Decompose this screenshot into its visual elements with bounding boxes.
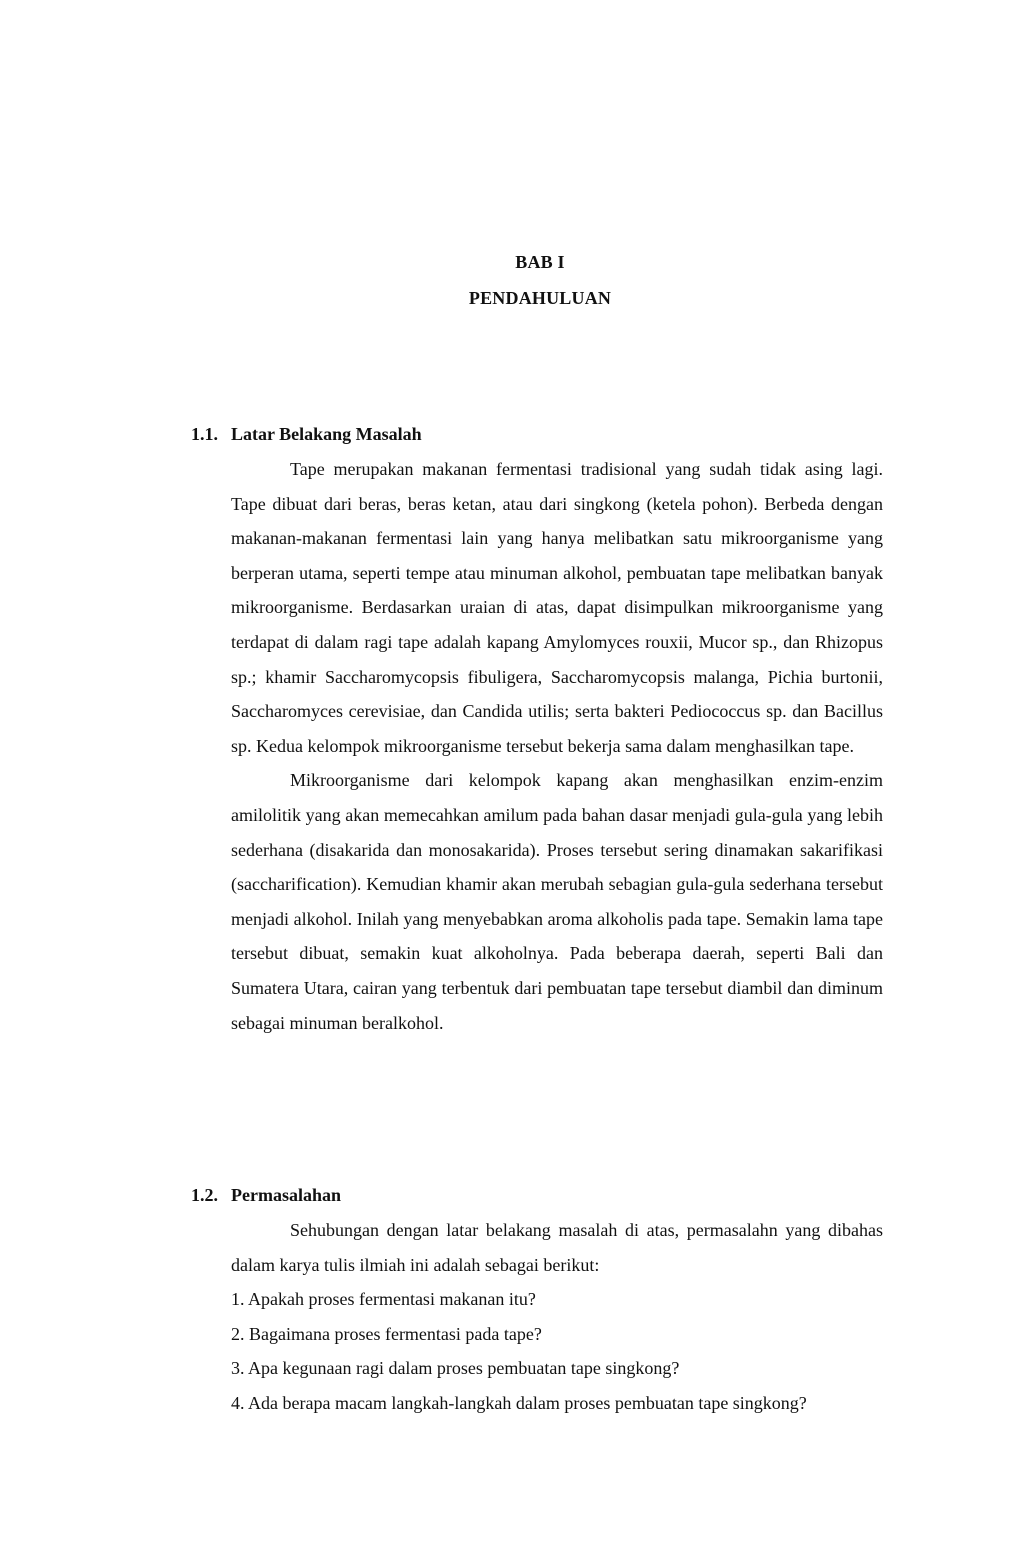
section-body <box>231 1213 883 1421</box>
chapter-label: BAB I <box>515 252 565 272</box>
list-item: 1. Apakah proses fermentasi makanan itu? <box>231 1289 536 1310</box>
section-permasalahan <box>191 1177 883 1421</box>
section-heading <box>191 416 883 452</box>
section-title: Permasalahan <box>231 1185 341 1205</box>
chapter-title: PENDAHULUAN <box>468 288 612 308</box>
chapter-header <box>195 244 885 316</box>
list-item: 4. Ada berapa macam langkah-langkah dalam proses pembuatan tape singkong? <box>231 1392 807 1413</box>
section-title: Latar Belakang Masalah <box>231 424 422 444</box>
section-number: 1.1. <box>191 424 218 444</box>
section-number: 1.2. <box>191 1185 218 1205</box>
section-heading <box>191 1177 883 1213</box>
section-body <box>231 452 883 1040</box>
list-item: 3. Apa kegunaan ragi dalam proses pembuatan tape singkong? <box>231 1358 680 1379</box>
question-list <box>231 1282 883 1420</box>
paragraph: Sehubungan dengan latar belakang masalah di atas, permasalahn yang dibahas dalam karya tulis ilmiah ini adalah sebagai berikut: <box>231 1220 883 1275</box>
paragraph: Mikroorganisme dari kelompok kapang akan menghasilkan enzim-enzim amilolitik yang akan memecahkan amilum pada bahan dasar menjadi gula-gula yang lebih sederhana (disakarida dan monosakarida). Proses tersebut sering dinamakan sakarifikasi (saccharification). Kemudian khamir akan merubah sebagian gula-gula sederhana tersebut menjadi alkohol. Inilah yang menyebabkan aroma alkoholis pada tape. Semakin lama tape tersebut dibuat, semakin kuat alkoholnya. Pada beberapa daerah, seperti Bali dan Sumatera Utara, cairan yang terbentuk dari pembuatan tape tersebut diambil dan diminum sebagai minuman beralkohol. <box>231 770 883 1033</box>
list-item: 2. Bagaimana proses fermentasi pada tape? <box>231 1323 542 1344</box>
section-latar-belakang <box>191 416 883 1040</box>
paragraph: Tape merupakan makanan fermentasi tradisional yang sudah tidak asing lagi. Tape dibuat dari beras, beras ketan, atau dari singkong (ketela pohon). Berbeda dengan makanan-makanan fermentasi lain yang hanya melibatkan satu mikroorganisme yang berperan utama, seperti tempe atau minuman alkohol, pembuatan tape melibatkan banyak mikroorganisme. Berdasarkan uraian di atas, dapat disimpulkan mikroorganisme yang terdapat di dalam ragi tape adalah kapang Amylomyces rouxii, Mucor sp., dan Rhizopus sp.; khamir Saccharomycopsis fibuligera, Saccharomycopsis malanga, Pichia burtonii, Saccharomyces cerevisiae, dan Candida utilis; serta bakteri Pediococcus sp. dan Bacillus sp. Kedua kelompok mikroorganisme tersebut bekerja sama dalam menghasilkan tape. <box>231 459 883 756</box>
